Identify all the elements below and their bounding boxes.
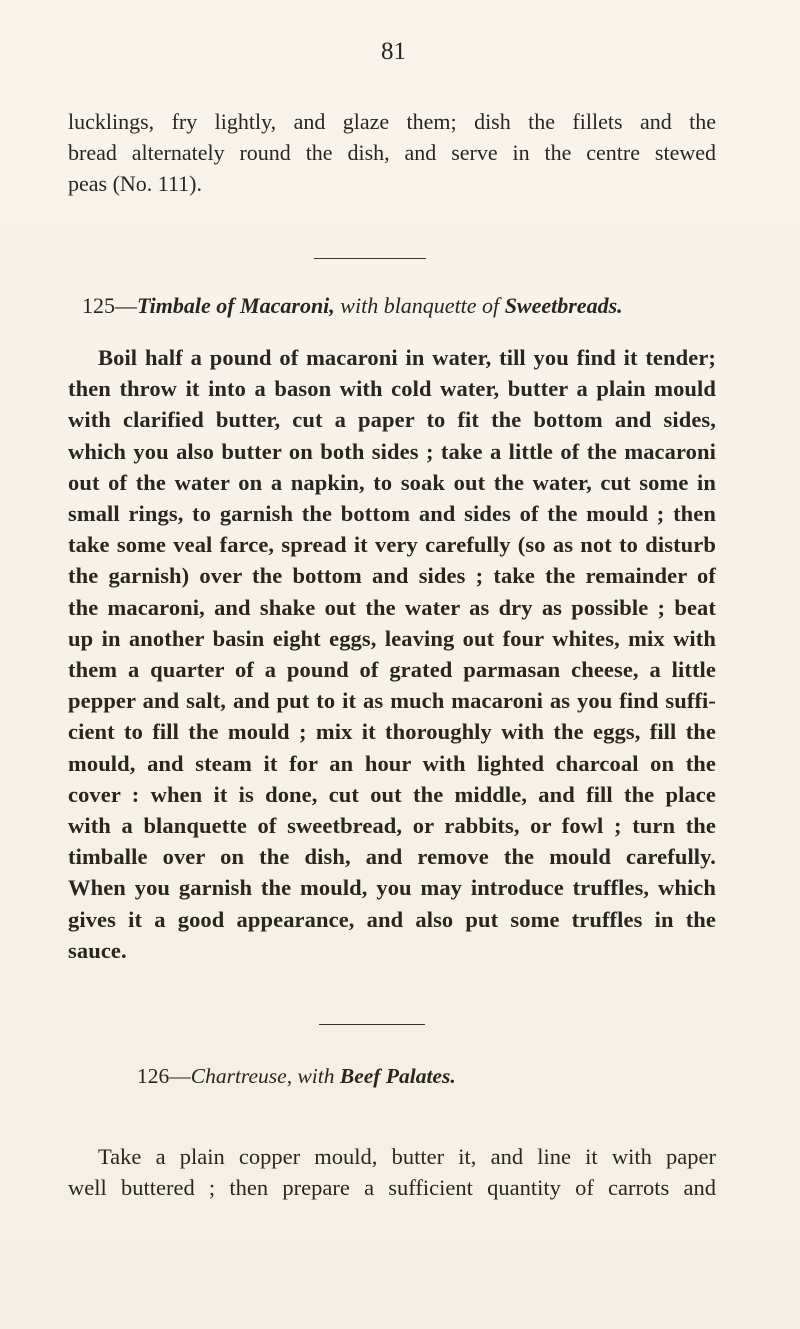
text-line: cient to fill the mould ; mix it thoroughly with the eggs, fill the [68,719,716,745]
page-number: 81 [381,38,406,65]
text-line: then throw it into a bason with cold water, butter a plain mould [68,376,716,402]
recipe-title-end: Beef Palates. [339,1064,456,1088]
recipe-title-main: Chartreuse, [190,1064,293,1088]
paragraph-continuation [68,106,716,200]
text-line: Boil half a pound of macaroni in water, till you find it tender; [98,345,716,370]
text-line: sauce. [68,937,127,963]
recipe-title-connector: with blanquette of [334,293,505,318]
text-line: up in another basin eight eggs, leaving out four whites, mix with [68,625,716,651]
text-line: bread alternately round the dish, and serve in the centre stewed [68,140,716,166]
recipe-heading-126 [137,1064,456,1089]
text-line: pepper and salt, and put to it as much macaroni as you find suffi- [68,688,716,714]
text-line: the garnish) over the bottom and sides ; take the remainder of [68,563,716,589]
text-line: mould, and steam it for an hour with lighted charcoal on the [68,750,716,776]
text-line: which you also butter on both sides ; take a little of the macaroni [68,438,716,464]
text-line: lucklings, fry lightly, and glaze them; dish the fillets and the [68,109,716,134]
recipe-heading-125 [82,293,623,319]
text-line: with clarified butter, cut a paper to fit the bottom and sides, [68,407,716,433]
text-line: with a blanquette of sweetbread, or rabbits, or fowl ; turn the [68,813,716,839]
text-line: timballe over on the dish, and remove the mould carefully. [68,844,716,870]
section-divider [319,1024,425,1025]
recipe-title-end: Sweetbreads. [504,293,623,318]
recipe-number: 126— [137,1064,191,1088]
text-line: out of the water on a napkin, to soak out the water, cut some in [68,469,716,495]
text-line: the macaroni, and shake out the water as dry as possible ; beat [68,594,716,620]
text-line: cover : when it is done, cut out the middle, and fill the place [68,781,716,807]
recipe-number: 125— [82,293,137,318]
text-line: take some veal farce, spread it very carefully (so as not to disturb [68,532,716,558]
recipe-125-body [68,342,716,966]
text-line: gives it a good appearance, and also put some truffles in the [68,906,716,932]
section-divider [314,258,426,259]
recipe-title-main: Timbale of Macaroni, [137,293,335,318]
text-line: well buttered ; then prepare a sufficient quantity of carrots and [68,1175,716,1201]
recipe-title-connector: with [292,1064,340,1088]
text-line: Take a plain copper mould, butter it, and line it with paper [98,1144,716,1169]
recipe-126-body [68,1141,716,1203]
text-line: them a quarter of a pound of grated parmasan cheese, a little [68,657,716,683]
text-line: When you garnish the mould, you may introduce truffles, which [68,875,716,901]
text-line: peas (No. 111). [68,171,202,197]
text-line: small rings, to garnish the bottom and sides of the mould ; then [68,501,716,527]
